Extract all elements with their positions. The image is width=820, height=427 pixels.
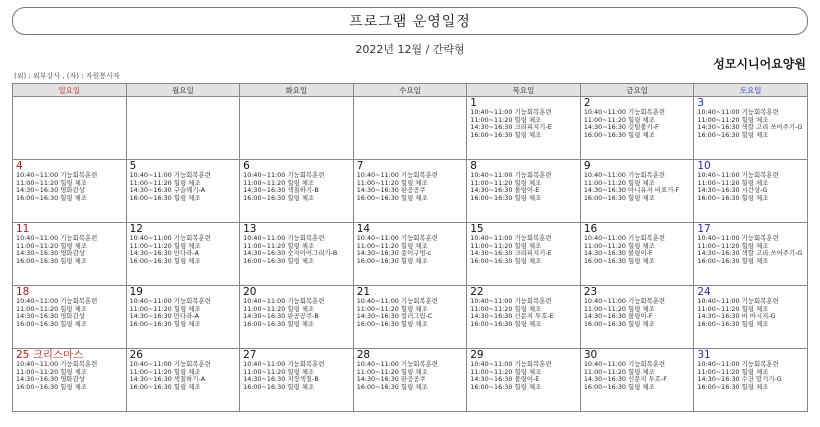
event-item: 14:30~16:30 만다라-A <box>129 312 199 321</box>
day-number: 5 <box>129 160 137 172</box>
calendar-day-cell <box>13 286 127 349</box>
event-list <box>357 235 464 265</box>
event-item: 14:30~16:30 종이구멍-c <box>356 249 432 258</box>
event-item: 16:00~16:30 힐링 체조 <box>16 193 87 202</box>
event-item: 16:00~16:30 힐링 체조 <box>470 256 542 265</box>
event-list <box>470 361 577 391</box>
event-item: 14:30~16:30 영화감상 <box>16 249 85 258</box>
calendar-day-cell <box>467 286 581 349</box>
day-number: 25 크리스마스 <box>16 349 84 361</box>
event-item: 10:40~11:00 기능회복훈련 <box>129 297 211 305</box>
event-item: 10:40~11:00 기능회복훈련 <box>583 360 666 368</box>
event-item: 11:00~11:20 힐링 체조 <box>243 241 315 250</box>
event-list <box>357 361 464 391</box>
event-item: 14:30~16:30 영화감상 <box>16 186 85 195</box>
calendar-day-cell <box>467 223 581 286</box>
event-item: 10:40~11:00 기능회복훈련 <box>356 297 438 305</box>
calendar-day-cell <box>13 349 127 412</box>
event-item: 11:00~11:20 힐링 체조 <box>470 304 542 313</box>
event-item: 10:40~11:00 기능회복훈련 <box>243 171 325 179</box>
event-item: 16:00~16:30 힐링 체조 <box>583 193 655 202</box>
weekday-header: 목요일 <box>467 84 581 97</box>
event-item: 10:40~11:00 기능회복훈련 <box>356 171 438 179</box>
calendar-day-cell <box>353 349 467 412</box>
weekday-header: 금요일 <box>580 84 694 97</box>
event-item: 10:40~11:00 기능회복훈련 <box>16 297 98 305</box>
event-list <box>243 361 350 391</box>
event-item: 11:00~11:20 힐링 체조 <box>129 241 201 250</box>
event-item: 11:00~11:20 힐링 체조 <box>356 178 428 187</box>
event-item: 10:40~11:00 기능회복훈련 <box>583 171 666 179</box>
event-item: 14:30~16:30 크리피지기-E <box>470 123 552 132</box>
calendar-day-cell <box>694 223 808 286</box>
event-item: 16:00~16:30 힐링 체조 <box>583 319 655 328</box>
event-item: 11:00~11:20 힐링 체조 <box>470 178 542 187</box>
event-item: 11:00~11:20 힐링 체조 <box>697 115 769 124</box>
event-item: 11:00~11:20 힐링 체조 <box>583 304 655 313</box>
day-number: 23 <box>583 286 598 298</box>
event-item: 16:00~16:30 힐링 체조 <box>470 319 542 328</box>
event-item: 14:30~16:30 볼링이-E <box>470 375 540 384</box>
event-item: 14:30~16:30 아니유저 비표기-F <box>583 186 680 195</box>
event-item: 10:40~11:00 기능회복훈련 <box>243 360 325 368</box>
event-list <box>243 298 350 328</box>
event-item: 14:30~16:30 색칠하기-B <box>243 186 319 195</box>
event-list <box>584 361 691 391</box>
event-item: 11:00~11:20 힐링 체조 <box>243 304 315 313</box>
calendar-day-cell <box>126 97 240 160</box>
event-item: 10:40~11:00 기능회복훈련 <box>470 171 552 179</box>
calendar-day-cell <box>694 160 808 223</box>
weekday-header: 월요일 <box>126 84 240 97</box>
event-item: 10:40~11:00 기능회복훈련 <box>129 360 211 368</box>
calendar-week-row <box>13 97 808 160</box>
event-list <box>470 172 577 202</box>
event-item: 11:00~11:20 힐링 체조 <box>129 304 201 313</box>
event-list <box>16 361 123 391</box>
day-number: 8 <box>470 160 477 172</box>
event-item: 10:40~11:00 기능회복훈련 <box>16 171 98 179</box>
calendar-week-row <box>13 223 808 286</box>
calendar-day-cell <box>353 97 467 160</box>
day-number: 31 <box>697 349 711 361</box>
calendar-week-row <box>13 286 808 349</box>
event-item: 16:00~16:30 힐링 체조 <box>356 256 428 265</box>
event-item: 14:30~16:30 수건 말기기-G <box>697 375 782 384</box>
weekday-header: 일요일 <box>13 84 127 97</box>
event-item: 10:40~11:00 기능회복훈련 <box>697 108 779 116</box>
event-list <box>470 109 577 139</box>
calendar-day-cell <box>13 223 127 286</box>
event-item: 11:00~11:20 힐링 체조 <box>470 241 542 250</box>
calendar-day-cell <box>580 97 694 160</box>
event-item: 11:00~11:20 힐링 체조 <box>16 304 87 313</box>
event-item: 10:40~11:00 기능회복훈련 <box>697 360 779 368</box>
calendar-day-cell <box>353 286 467 349</box>
day-number: 22 <box>470 286 484 298</box>
event-item: 11:00~11:20 힐링 체조 <box>356 367 428 376</box>
day-number: 18 <box>16 286 30 298</box>
event-item: 11:00~11:20 힐링 체조 <box>356 241 428 250</box>
event-item: 11:00~11:20 힐링 체조 <box>129 367 201 376</box>
day-number: 10 <box>697 160 711 172</box>
day-number: 28 <box>356 349 371 361</box>
event-item: 14:30~16:30 색칠하기-A <box>129 375 206 384</box>
event-item: 16:00~16:30 힐링 체조 <box>470 130 542 139</box>
event-item: 14:30~16:30 볼링이-F <box>583 249 653 258</box>
calendar-day-cell <box>240 223 354 286</box>
event-item: 14:30~16:30 지장색칠-B <box>243 375 319 384</box>
organization-name: 성모시니어요양원 <box>713 57 806 71</box>
event-item: 10:40~11:00 기능회복훈련 <box>243 234 325 242</box>
event-item: 14:30~16:30 판공공쿠 <box>356 375 426 384</box>
event-item: 14:30~16:30 만다라-A <box>129 249 199 258</box>
calendar-day-cell <box>694 286 808 349</box>
event-item: 10:40~11:00 기능회복훈련 <box>583 108 666 116</box>
event-item: 14:30~16:30 크리피지기-E <box>470 249 552 258</box>
event-item: 10:40~11:00 기능회복훈련 <box>129 171 211 179</box>
event-item: 10:40~11:00 기능회복훈련 <box>16 234 98 242</box>
event-item: 16:00~16:30 힐링 체조 <box>583 256 655 265</box>
event-list <box>130 298 237 328</box>
event-item: 11:00~11:20 힐링 체조 <box>129 178 201 187</box>
calendar-day-cell <box>240 349 354 412</box>
event-item: 10:40~11:00 기능회복훈련 <box>16 360 98 368</box>
calendar-day-cell <box>240 97 354 160</box>
day-number: 4 <box>16 160 23 172</box>
event-item: 11:00~11:20 힐링 체조 <box>243 178 315 187</box>
event-list <box>243 172 350 202</box>
event-list <box>697 109 804 139</box>
event-list <box>357 172 464 202</box>
event-item: 10:40~11:00 기능회복훈련 <box>243 297 325 305</box>
calendar-day-cell <box>580 160 694 223</box>
event-item: 14:30~16:30 구슬꿰기-A <box>129 186 206 195</box>
event-item: 10:40~11:00 기능회복훈련 <box>470 108 552 116</box>
calendar-day-cell <box>13 97 127 160</box>
event-item: 10:40~11:00 기능회복훈련 <box>470 297 552 305</box>
event-list <box>357 298 464 328</box>
event-item: 11:00~11:20 힐링 체조 <box>697 304 769 313</box>
event-list <box>584 298 691 328</box>
calendar-day-cell <box>126 223 240 286</box>
event-item: 16:00~16:30 힐링 체조 <box>129 256 201 265</box>
event-item: 11:00~11:20 힐링 체조 <box>697 367 769 376</box>
calendar-body <box>13 97 808 412</box>
event-item: 14:30~16:30 영화감상 <box>16 375 85 384</box>
event-item: 11:00~11:20 힐링 체조 <box>16 178 87 187</box>
event-list <box>16 172 123 202</box>
day-number: 6 <box>243 160 250 172</box>
day-number: 30 <box>583 349 598 361</box>
event-item: 16:00~16:30 힐링 체조 <box>356 382 428 391</box>
event-item: 14:30~16:30 컬러그림-C <box>356 312 433 321</box>
event-item: 16:00~16:30 힐링 체조 <box>129 382 201 391</box>
event-list <box>470 298 577 328</box>
event-item: 16:00~16:30 힐링 체조 <box>129 193 201 202</box>
calendar-day-cell <box>580 223 694 286</box>
event-item: 11:00~11:20 힐링 체조 <box>470 367 542 376</box>
event-list <box>130 361 237 391</box>
weekday-header: 수요일 <box>353 84 467 97</box>
day-number: 19 <box>129 286 143 298</box>
event-item: 11:00~11:20 힐링 체조 <box>697 241 769 250</box>
event-item: 10:40~11:00 기능회복훈련 <box>697 297 779 305</box>
event-item: 10:40~11:00 기능회복훈련 <box>583 297 666 305</box>
day-number: 24 <box>697 286 711 298</box>
event-item: 16:00~16:30 힐링 체조 <box>243 382 315 391</box>
day-number: 11 <box>16 223 30 235</box>
event-item: 16:00~16:30 힐링 체조 <box>243 319 315 328</box>
event-item: 11:00~11:20 힐링 체조 <box>16 367 87 376</box>
event-item: 16:00~16:30 힐링 체조 <box>16 319 87 328</box>
calendar-day-cell <box>353 223 467 286</box>
event-item: 16:00~16:30 힐링 체조 <box>583 130 655 139</box>
calendar-table <box>12 83 808 412</box>
event-list <box>16 235 123 265</box>
day-number: 3 <box>697 97 705 109</box>
event-item: 14:30~16:30 색깔 고리 쓰어주기-G <box>697 249 803 258</box>
event-item: 14:30~16:30 시간상-G <box>697 186 768 195</box>
event-item: 16:00~16:30 힐링 체조 <box>470 382 542 391</box>
event-item: 10:40~11:00 기능회복훈련 <box>583 234 666 242</box>
event-list <box>697 235 804 265</box>
weekday-header: 화요일 <box>240 84 354 97</box>
event-item: 16:00~16:30 힐링 체조 <box>697 319 769 328</box>
event-item: 10:40~11:00 기능회복훈련 <box>470 234 552 242</box>
event-list <box>470 235 577 265</box>
weekday-header: 토요일 <box>694 84 808 97</box>
event-list <box>16 298 123 328</box>
calendar-week-row <box>13 349 808 412</box>
day-number: 17 <box>697 223 711 235</box>
event-item: 10:40~11:00 기능회복훈련 <box>129 234 211 242</box>
event-list <box>243 235 350 265</box>
page-subtitle: 2022년 12월 / 간략형 <box>355 43 465 56</box>
day-number: 16 <box>583 223 598 235</box>
legend-note: (외) : 외부강사 , (자) : 자원봉사자 <box>14 72 120 80</box>
event-item: 14:30~16:30 판공공쿠 <box>356 186 426 195</box>
day-number: 1 <box>470 97 477 109</box>
event-item: 16:00~16:30 힐링 체조 <box>697 256 769 265</box>
calendar-day-cell <box>467 97 581 160</box>
day-number: 21 <box>356 286 371 298</box>
event-item: 14:30~16:30 판공공쿠-B <box>243 312 319 321</box>
event-item: 10:40~11:00 기능회복훈련 <box>470 360 552 368</box>
calendar-day-cell <box>240 160 354 223</box>
event-list <box>697 298 804 328</box>
weekday-header-row <box>13 84 808 97</box>
event-list <box>130 235 237 265</box>
calendar-day-cell <box>580 286 694 349</box>
event-item: 16:00~16:30 힐링 체조 <box>583 382 655 391</box>
event-item: 16:00~16:30 힐링 체조 <box>356 193 428 202</box>
day-number: 14 <box>356 223 371 235</box>
calendar-day-cell <box>353 160 467 223</box>
event-item: 16:00~16:30 힐링 체조 <box>697 130 769 139</box>
day-number: 26 <box>129 349 143 361</box>
event-item: 14:30~16:30 볼링이-E <box>470 186 540 195</box>
event-item: 14:30~16:30 숫자이어그리기-B <box>243 249 338 258</box>
event-item: 16:00~16:30 힐링 체조 <box>470 193 542 202</box>
calendar-day-cell <box>580 349 694 412</box>
page-title: 프로그램 운영일정 <box>12 7 808 35</box>
event-list <box>584 172 691 202</box>
day-number: 12 <box>129 223 143 235</box>
event-item: 10:40~11:00 기능회복훈련 <box>356 360 438 368</box>
event-item: 11:00~11:20 힐링 체조 <box>583 241 655 250</box>
event-list <box>697 361 804 391</box>
event-item: 14:30~16:30 깃털볼키-F <box>583 123 659 132</box>
day-number: 27 <box>243 349 257 361</box>
calendar-day-cell <box>467 349 581 412</box>
event-item: 10:40~11:00 기능회복훈련 <box>697 171 779 179</box>
day-number: 20 <box>243 286 257 298</box>
event-item: 14:30~16:30 볼링이-F <box>583 312 653 321</box>
day-number: 7 <box>356 160 364 172</box>
day-number: 13 <box>243 223 257 235</box>
event-item: 10:40~11:00 기능회복훈련 <box>356 234 438 242</box>
calendar-week-row <box>13 160 808 223</box>
calendar-day-cell <box>694 97 808 160</box>
calendar-day-cell <box>126 160 240 223</box>
event-item: 16:00~16:30 힐링 체조 <box>243 256 315 265</box>
event-item: 11:00~11:20 힐링 체조 <box>583 115 655 124</box>
calendar-day-cell <box>240 286 354 349</box>
event-item: 11:00~11:20 힐링 체조 <box>697 178 769 187</box>
calendar-day-cell <box>126 349 240 412</box>
day-number: 9 <box>583 160 591 172</box>
event-item: 11:00~11:20 힐링 체조 <box>356 304 428 313</box>
calendar-day-cell <box>13 160 127 223</box>
event-item: 11:00~11:20 힐링 체조 <box>583 178 655 187</box>
event-item: 14:30~16:30 비 마시지-G <box>697 312 776 321</box>
event-item: 11:00~11:20 힐링 체조 <box>16 241 87 250</box>
event-list <box>584 235 691 265</box>
calendar-day-cell <box>126 286 240 349</box>
event-item: 16:00~16:30 힐링 체조 <box>356 319 428 328</box>
event-list <box>584 109 691 139</box>
calendar-day-cell <box>467 160 581 223</box>
event-item: 16:00~16:30 힐링 체조 <box>16 256 87 265</box>
event-item: 16:00~16:30 힐링 체조 <box>243 193 315 202</box>
event-list <box>130 172 237 202</box>
event-item: 14:30~16:30 신문지 투호-E <box>470 312 554 321</box>
event-item: 16:00~16:30 힐링 체조 <box>129 319 201 328</box>
day-number: 2 <box>583 97 591 109</box>
event-item: 16:00~16:30 힐링 체조 <box>697 382 769 391</box>
event-item: 11:00~11:20 힐링 체조 <box>243 367 315 376</box>
day-number: 29 <box>470 349 484 361</box>
event-item: 16:00~16:30 힐링 체조 <box>16 382 87 391</box>
event-item: 14:30~16:30 색깔 고리 쓰어주기-G <box>697 123 803 132</box>
event-item: 11:00~11:20 힐링 체조 <box>470 115 542 124</box>
event-item: 16:00~16:30 힐링 체조 <box>697 193 769 202</box>
calendar-day-cell <box>694 349 808 412</box>
event-list <box>697 172 804 202</box>
event-item: 14:30~16:30 영화감상 <box>16 312 85 321</box>
event-item: 11:00~11:20 힐링 체조 <box>583 367 655 376</box>
event-item: 14:30~16:30 신문지 투호-F <box>583 375 667 384</box>
day-number: 15 <box>470 223 484 235</box>
event-item: 10:40~11:00 기능회복훈련 <box>697 234 779 242</box>
